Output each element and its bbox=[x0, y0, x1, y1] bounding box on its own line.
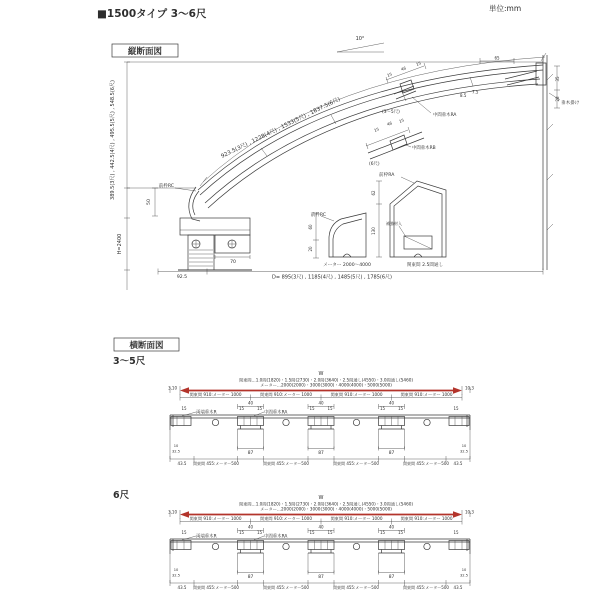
arc-length-dims: 923.5(3尺) , 1228(4尺) , 1533(5尺) , 1837.5(6尺) bbox=[220, 96, 342, 160]
dim-15-b1: 15 bbox=[373, 126, 380, 133]
dim-7-5: 7.5 bbox=[472, 89, 479, 95]
mid-rafter-b-callout: 中間垂木RB bbox=[412, 146, 436, 151]
width-note-meter: メーター…2000(2000)・3000(3000)・4000(4000)・5000(5000) bbox=[260, 382, 392, 388]
fixing-circle-3 bbox=[353, 419, 359, 425]
dim-15-a1: 15 bbox=[386, 71, 393, 78]
dim-46-a: 46 bbox=[400, 65, 407, 72]
dim-10-left: 10 bbox=[173, 444, 179, 448]
rafter-arc-bottom bbox=[208, 84, 538, 208]
rafter-hanger-callout: 垂木掛け bbox=[561, 101, 580, 106]
width-w-label: W bbox=[318, 371, 324, 377]
front-frame-eave-callout: 前枠RC bbox=[158, 184, 174, 189]
post bbox=[188, 235, 214, 270]
mid-rafter-callout: 中間垂木RA bbox=[264, 410, 288, 416]
fixing-circle-4 bbox=[424, 419, 430, 425]
dim-15-end-right: 15 bbox=[453, 406, 459, 411]
dim-40-1: 40 bbox=[247, 400, 254, 406]
front-frame-profile bbox=[189, 187, 200, 221]
span-label-2: 関東間 910:メーター 1000 bbox=[259, 392, 313, 397]
mid-rafter-a-shapes bbox=[394, 80, 416, 99]
panel-lines bbox=[170, 415, 470, 430]
half-span-label-1: 関東間 455:メーター500 bbox=[193, 461, 239, 466]
longitudinal-section-title-box bbox=[112, 44, 178, 57]
dim-32-5-left: 32.5 bbox=[171, 449, 181, 454]
hanger-dim-lines bbox=[480, 55, 560, 108]
slope-angle-label: 10° bbox=[355, 36, 365, 42]
dim-40-3: 40 bbox=[388, 400, 395, 406]
dim-32-5-right: 32.5 bbox=[459, 449, 469, 454]
front-frame-section-kanto bbox=[376, 177, 446, 257]
range-kanto-label: 関東間 2.5間通し bbox=[406, 263, 444, 268]
unit-label: 単位:mm bbox=[489, 4, 522, 13]
wall-hatch bbox=[547, 74, 553, 230]
longitudinal-section bbox=[109, 36, 580, 290]
mid-rafter-b-note: (6尺) bbox=[369, 162, 380, 167]
dim-92-5: 92.5 bbox=[176, 275, 188, 280]
page-title: ■1500タイプ 3〜6尺 bbox=[97, 8, 207, 20]
cross-section-drawing-3-5 bbox=[168, 371, 474, 466]
post-height-dim: H=2400 bbox=[117, 233, 123, 255]
half-span-label-2: 関東間 455:メーター500 bbox=[263, 461, 309, 466]
cross-section-label: 横断面図 bbox=[129, 341, 164, 351]
dim-15-3: 15 bbox=[309, 406, 315, 411]
dim-130: 130 bbox=[371, 227, 376, 235]
dim-60: 60 bbox=[308, 224, 313, 230]
eave-and-post-assembly bbox=[152, 187, 252, 270]
dim-50: 50 bbox=[147, 199, 152, 205]
rise-dims: 389.5(3尺) , 442.5(4尺) , 495.5(5尺) , 548.5(6尺) bbox=[110, 80, 116, 200]
span-label-1: 関東間 910:メーター 1000 bbox=[189, 392, 242, 397]
dim-15-4: 15 bbox=[327, 406, 333, 411]
dim-40-2: 40 bbox=[318, 400, 324, 406]
dimension-frame bbox=[124, 55, 553, 290]
wall-lines bbox=[543, 55, 547, 270]
bottom-dimension-rows bbox=[170, 429, 470, 462]
dim-65: 65 bbox=[494, 55, 500, 61]
dim-10-right: 10 bbox=[461, 444, 467, 448]
dim-15-2: 15 bbox=[256, 406, 263, 411]
variant-6-label: 6尺 bbox=[113, 490, 130, 501]
dim-20: 20 bbox=[308, 246, 313, 252]
dim-35: 35 bbox=[555, 76, 560, 82]
longitudinal-section-label: 縦断面図 bbox=[127, 47, 163, 57]
dim-15-a2: 15 bbox=[415, 60, 422, 67]
range-meter-label: メーター 2000〜4000 bbox=[323, 263, 371, 268]
dim-15-end-left: 15 bbox=[181, 406, 187, 411]
mid-rafter-a-callout: 中間垂木RA bbox=[433, 113, 457, 118]
header bbox=[97, 3, 521, 20]
panel-assembly bbox=[170, 412, 470, 430]
dim-87-2: 87 bbox=[318, 451, 324, 456]
end-rafter-callout: 両端垂木R bbox=[196, 410, 217, 416]
dim-43-5-left: 43.5 bbox=[177, 461, 187, 466]
span-label-4: 関東間 910:メーター 1000 bbox=[400, 392, 453, 397]
front-frame-rc-profile bbox=[329, 213, 366, 257]
bracket-feet bbox=[238, 426, 405, 430]
mid-rafter-a-detail bbox=[386, 63, 431, 113]
dim-87-1: 87 bbox=[247, 451, 254, 456]
cross-section-header bbox=[113, 338, 179, 501]
slope-triangle bbox=[337, 43, 384, 52]
corner-offsets-left: 3,10 bbox=[168, 385, 177, 391]
cross-section-drawing-6 bbox=[168, 495, 474, 590]
dim-62: 62 bbox=[371, 190, 376, 196]
end-rafter-inner bbox=[177, 412, 462, 426]
left-dimension-lines bbox=[124, 62, 543, 290]
fixing-circle-2 bbox=[283, 419, 289, 425]
mid-rafter-a-note: (3〜5尺) bbox=[382, 110, 400, 115]
dim-87-3: 87 bbox=[388, 451, 395, 456]
span-label-3: 関東間 910:メーター 1000 bbox=[330, 392, 383, 397]
half-span-label-3: 関東間 455:メーター500 bbox=[333, 461, 379, 466]
reinforcement-callout: 補強材入 bbox=[386, 221, 402, 226]
post-hatch bbox=[189, 250, 213, 266]
dim-46-b: 46 bbox=[386, 120, 393, 127]
dim-43-5-right: 43.5 bbox=[453, 461, 463, 466]
front-frame-ra-callout: 前枠RA bbox=[379, 173, 395, 178]
dim-15-1: 15 bbox=[238, 406, 245, 411]
rafter-hanger-detail bbox=[480, 55, 560, 108]
dim-28: 28 bbox=[555, 96, 560, 102]
post-dim-lines bbox=[152, 188, 250, 259]
slope-symbol bbox=[337, 36, 384, 52]
front-frame-ra-profile bbox=[390, 181, 446, 257]
width-note-kanto: 関東間…1.0間(1820)・1.5間(2730)・2.0間(3640)・2.5間通し(4550)・3.0間通し(5460) bbox=[238, 377, 414, 383]
half-span-label-4: 関東間 455:メーター500 bbox=[403, 461, 449, 466]
dim-15-6: 15 bbox=[397, 406, 404, 411]
corner-offsets-right: 10,3 bbox=[465, 385, 474, 391]
beam-box bbox=[180, 218, 250, 235]
variant-3-5-label: 3〜5尺 bbox=[113, 356, 146, 367]
dim-15-b2: 15 bbox=[398, 117, 405, 124]
bottom-dim-lines bbox=[170, 429, 470, 462]
curved-roof-panel bbox=[198, 53, 546, 208]
depth-dims-text: D= 895(3尺) , 1185(4尺) , 1485(5尺) , 1785(6尺) bbox=[272, 274, 392, 281]
fixing-circle-1 bbox=[212, 419, 218, 425]
dim-70: 70 bbox=[230, 260, 236, 265]
dim-15-5: 15 bbox=[379, 406, 386, 411]
dim-8-5: 8.5 bbox=[460, 93, 467, 98]
front-frame-rc-callout: 前枠RC bbox=[310, 213, 326, 218]
